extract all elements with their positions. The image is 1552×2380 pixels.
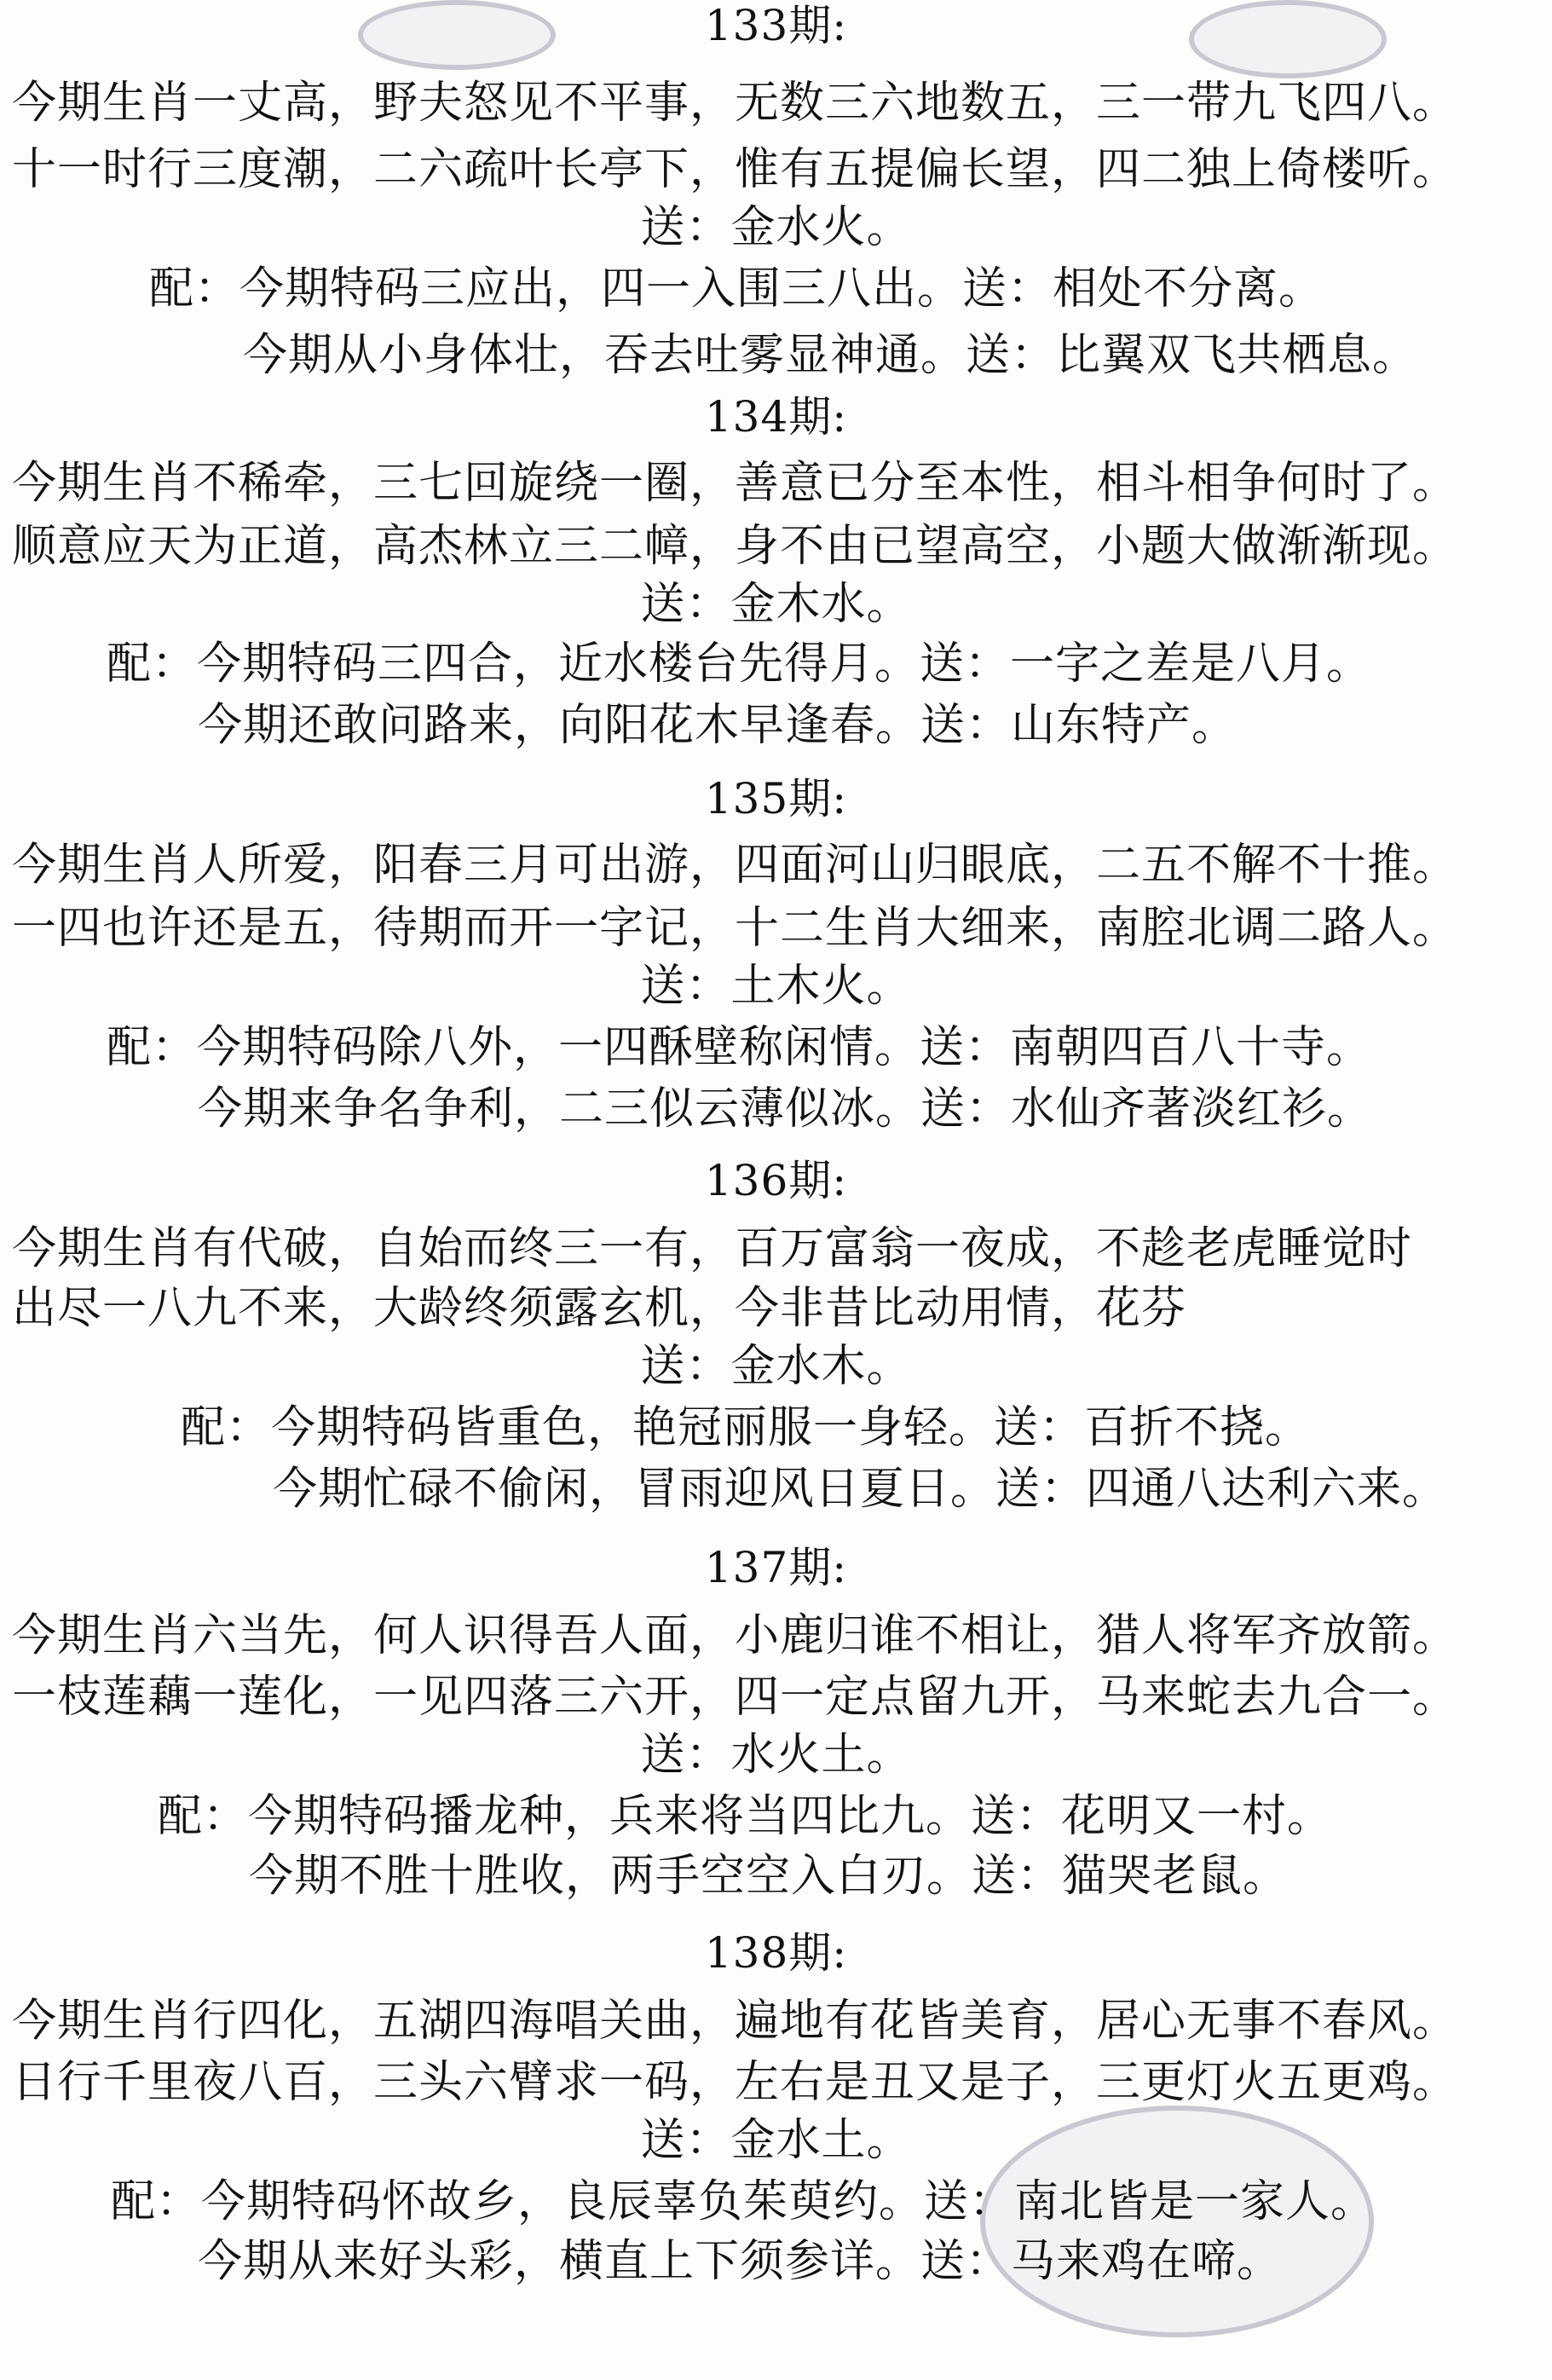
pei-line-2: 今期从小身体壮，吞去吐雾显神通。送：比翼双飞共栖息。	[243, 330, 1418, 381]
poem-line: 今期生肖六当先，何人识得吾人面，小鹿归谁不相让，猎人将军齐放箭。	[12, 1610, 1458, 1661]
pei-line: 配：今期特码怀故乡，良辰辜负茱萸约。送：南北皆是一家人。	[111, 2176, 1376, 2227]
issue-title: 135期:	[704, 774, 848, 823]
poem-line: 一四也许还是五，待期而开一字记，十二生肖大细来，南腔北调二路人。	[12, 903, 1458, 954]
pei-line-2: 今期从来好头彩，横直上下须参详。送：马来鸡在啼。	[198, 2236, 1283, 2287]
issue-title: 136期:	[704, 1156, 848, 1205]
poem-line: 一枝莲藕一莲化，一见四落三六开，四一定点留九开，马来蛇去九合一。	[12, 1672, 1458, 1723]
pei-line: 配：今期特码三应出，四一入围三八出。送：相处不分离。	[149, 263, 1324, 315]
pei-line-2: 今期忙碌不偷闲，冒雨迎风日夏日。送：四通八达利六来。	[273, 1464, 1448, 1515]
poem-line: 十一时行三度潮，二六疏叶长亭下，惟有五提偏长望，四二独上倚楼听。	[12, 144, 1458, 195]
issue-title: 137期:	[704, 1543, 848, 1592]
send-line: 送：土木火。	[640, 961, 912, 1012]
pei-line: 配：今期特码除八外，一四酥壁称闲情。送：南朝四百八十寺。	[107, 1022, 1372, 1073]
issue-title: 133期:	[704, 1, 848, 50]
send-line: 送：金水火。	[640, 202, 912, 253]
poem-line: 今期生肖不稀牵，三七回旋绕一圈，善意已分至本性，相斗相争何时了。	[12, 458, 1458, 509]
issue-title: 138期:	[704, 1928, 848, 1978]
poem-line: 日行千里夜八百，三头六臂求一码，左右是丑又是子，三更灯火五更鸡。	[12, 2057, 1458, 2108]
send-line: 送：金水土。	[640, 2115, 912, 2166]
poem-line: 今期生肖有代破，自始而终三一有，百万富翁一夜成，不趁老虎睡觉时	[12, 1223, 1413, 1274]
poem-line: 今期生肖行四化，五湖四海唱关曲，遍地有花皆美育，居心无事不春风。	[12, 1996, 1458, 2047]
pei-line: 配：今期特码播龙种，兵来将当四比九。送：花明又一村。	[158, 1791, 1333, 1842]
pei-line: 配：今期特码皆重色，艳冠丽服一身轻。送：百折不挠。	[181, 1402, 1311, 1453]
poem-line: 今期生肖一丈高，野夫怒见不平事，无数三六地数五，三一带九飞四八。	[12, 78, 1458, 129]
send-line: 送：水火土。	[640, 1730, 912, 1781]
send-line: 送：金水木。	[640, 1341, 912, 1392]
pei-line-2: 今期来争名争利，二三似云薄似冰。送：水仙齐著淡红衫。	[198, 1083, 1373, 1135]
poem-line: 今期生肖人所爱，阳春三月可出游，四面河山归眼底，二五不解不十推。	[12, 840, 1458, 891]
send-line: 送：金木水。	[640, 579, 912, 630]
pei-line-2: 今期不胜十胜收，两手空空入白刃。送：猫哭老鼠。	[249, 1851, 1289, 1902]
pei-line: 配：今期特码三四合，近水楼台先得月。送：一字之差是八月。	[107, 638, 1372, 690]
poem-line: 出尽一八九不来，大龄终须露玄机，今非昔比动用情，花芬	[12, 1283, 1187, 1334]
poem-line: 顺意应天为正道，高杰林立三二幛，身不由已望高空，小题大做渐渐现。	[12, 521, 1458, 572]
pei-line-2: 今期还敢问路来，向阳花木早逢春。送：山东特产。	[198, 700, 1238, 751]
issue-title: 134期:	[704, 392, 848, 442]
